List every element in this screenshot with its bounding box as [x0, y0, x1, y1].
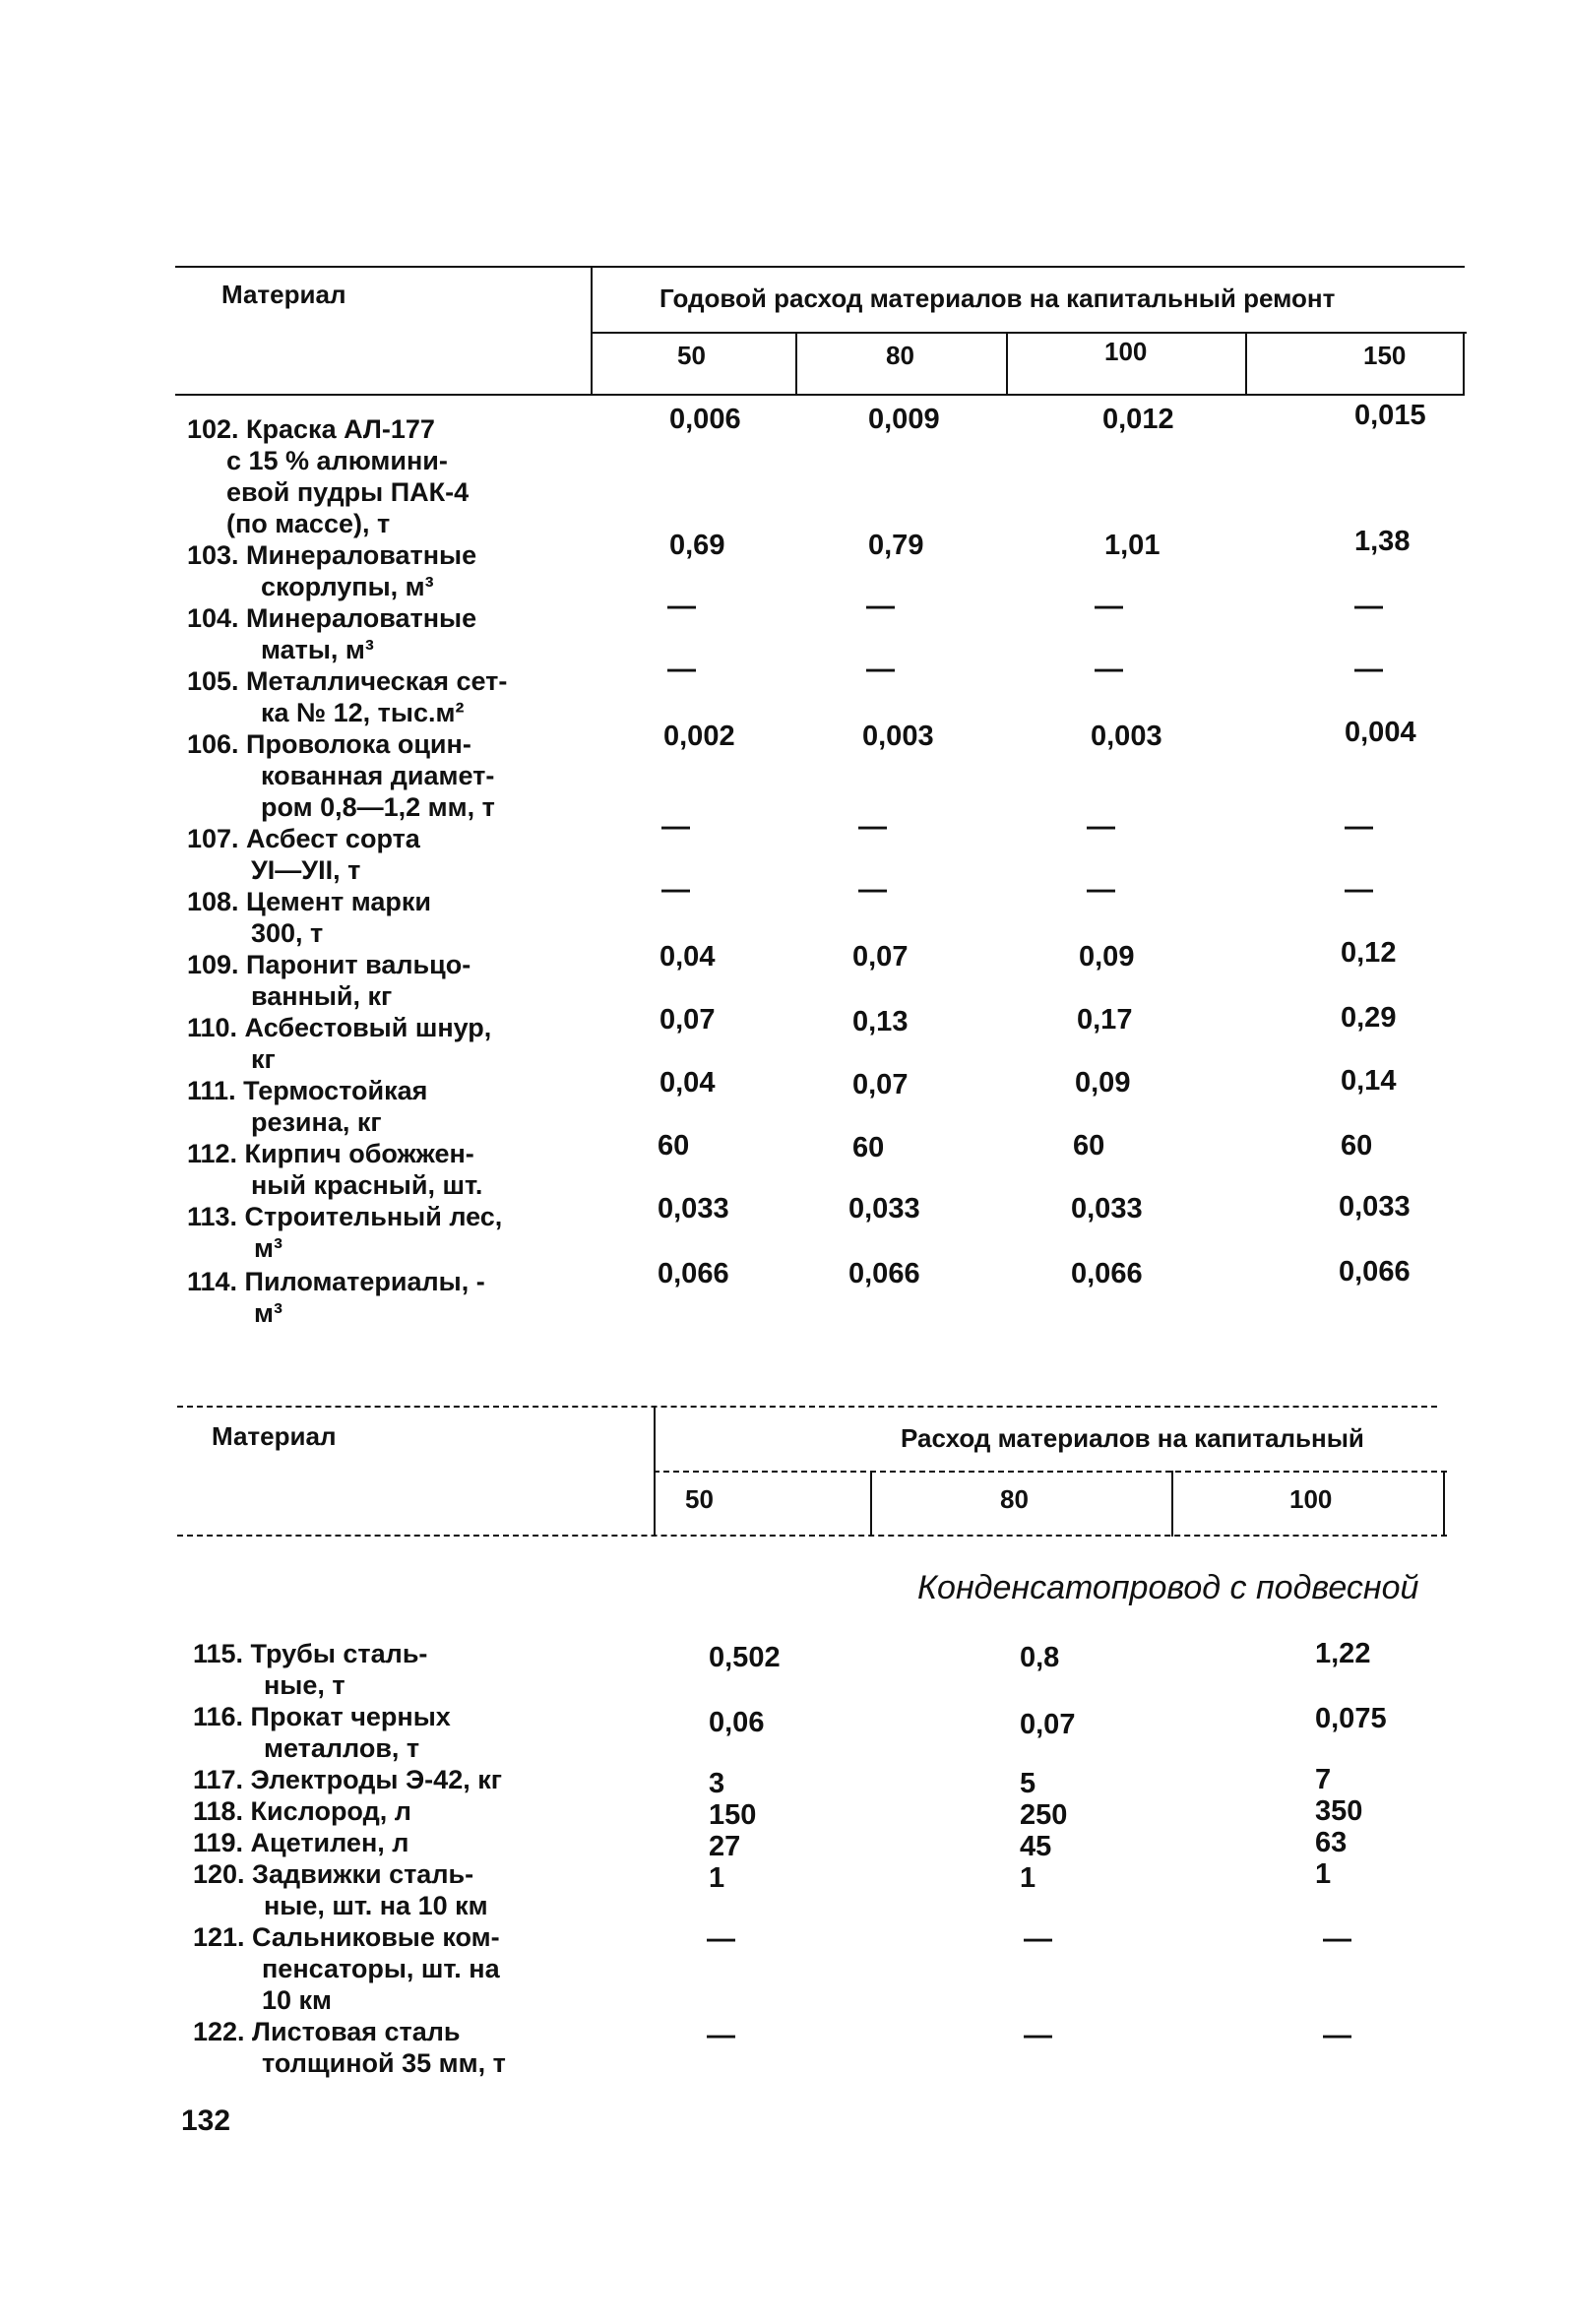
material-label: 107. Асбест сорта [187, 824, 420, 853]
value-cell: — [707, 1923, 735, 1955]
value-cell: 0,13 [852, 1006, 909, 1037]
value-cell: 0,07 [852, 941, 909, 973]
value-cell: 0,006 [669, 404, 741, 435]
material-label: м³ [254, 1298, 282, 1328]
material-label: 106. Проволока оцин- [187, 729, 471, 759]
value-cell: 0,033 [1339, 1191, 1411, 1223]
value-cell: 45 [1020, 1831, 1052, 1862]
table-1-col-header: 100 [1104, 337, 1148, 366]
material-label: 111. Термостойкая [187, 1076, 428, 1105]
value-cell: 0,502 [709, 1642, 781, 1673]
material-label: ка № 12, тыс.м² [261, 698, 465, 727]
value-cell: — [1345, 874, 1373, 906]
value-cell: 150 [709, 1799, 757, 1831]
value-cell: 0,002 [663, 721, 735, 752]
material-label: (по массе), т [226, 509, 391, 538]
table-2-col-header: 100 [1289, 1484, 1333, 1514]
table-1-col-divider [1245, 332, 1247, 396]
value-cell: 0,066 [848, 1258, 920, 1289]
value-cell: 1,22 [1315, 1638, 1371, 1669]
table-2-column-header-rule [654, 1471, 1447, 1473]
value-cell: 0,12 [1341, 937, 1397, 969]
material-label: евой пудры ПАК-4 [226, 477, 470, 507]
value-cell: 0,033 [1071, 1193, 1143, 1225]
value-cell: 63 [1315, 1827, 1348, 1858]
material-label: ный красный, шт. [251, 1170, 483, 1200]
table-1-col-divider [1006, 332, 1008, 396]
value-cell: 7 [1315, 1764, 1332, 1795]
material-label: 109. Паронит вальцо- [187, 950, 471, 979]
table-2-col-header: 80 [1000, 1484, 1029, 1514]
material-label: кованная диамет- [261, 761, 495, 790]
table-1-header-bottom-rule [175, 394, 1465, 396]
material-label: 112. Кирпич обожжен- [187, 1139, 474, 1168]
value-cell: 0,17 [1077, 1004, 1133, 1036]
material-label: 116. Прокат черных [193, 1702, 451, 1731]
table-2-header-bottom-rule [177, 1535, 1447, 1537]
value-cell: 1 [1020, 1862, 1036, 1894]
value-cell: — [707, 2020, 735, 2051]
table-2-col-divider [1171, 1471, 1173, 1537]
table-2-col-header: 50 [685, 1484, 714, 1514]
value-cell: — [866, 654, 895, 685]
value-cell: 5 [1020, 1768, 1036, 1799]
material-label: скорлупы, м³ [261, 572, 434, 601]
material-label: 103. Минераловатные [187, 540, 477, 570]
table-1-span-header: Годовой расход материалов на капитальный ремонт [659, 283, 1336, 313]
value-cell: 0,14 [1341, 1065, 1397, 1097]
value-cell: — [858, 811, 887, 843]
value-cell: 0,04 [659, 941, 716, 973]
table-1-col-header: 50 [677, 341, 706, 370]
value-cell: 0,003 [862, 721, 934, 752]
value-cell: 0,09 [1075, 1067, 1131, 1099]
value-cell: 27 [709, 1831, 741, 1862]
value-cell: 60 [852, 1132, 885, 1163]
value-cell: 0,8 [1020, 1642, 1060, 1673]
value-cell: 0,066 [658, 1258, 729, 1289]
table-1-col-header: 150 [1363, 341, 1407, 370]
value-cell: 0,012 [1102, 404, 1174, 435]
value-cell: 0,033 [848, 1193, 920, 1225]
material-label: 104. Минераловатные [187, 603, 477, 633]
material-label: 114. Пиломатериалы, - [187, 1267, 485, 1296]
value-cell: 0,04 [659, 1067, 716, 1099]
material-label: 110. Асбестовый шнур, [187, 1013, 492, 1042]
value-cell: 0,29 [1341, 1002, 1397, 1034]
table-1-column-header-rule [591, 332, 1467, 334]
material-label: металлов, т [264, 1733, 420, 1763]
table-1-col-header: 80 [886, 341, 914, 370]
value-cell: — [661, 811, 690, 843]
value-cell: 0,09 [1079, 941, 1135, 973]
value-cell: — [1354, 591, 1383, 622]
material-label: кг [251, 1044, 276, 1074]
material-label: пенсаторы, шт. на [262, 1954, 500, 1983]
value-cell: 0,07 [852, 1069, 909, 1100]
value-cell: 350 [1315, 1795, 1363, 1827]
value-cell: — [866, 591, 895, 622]
value-cell: — [1354, 654, 1383, 685]
material-label: ванный, кг [251, 981, 393, 1011]
material-label: толщиной 35 мм, т [262, 2048, 506, 2078]
material-label: 300, т [251, 918, 324, 948]
material-label: 119. Ацетилен, л [193, 1828, 409, 1857]
value-cell: — [1087, 874, 1115, 906]
value-cell: 1,01 [1104, 530, 1161, 561]
value-cell: — [1024, 1923, 1052, 1955]
value-cell: 60 [1341, 1130, 1373, 1162]
value-cell: 60 [1073, 1130, 1105, 1162]
value-cell: 0,015 [1354, 400, 1426, 431]
material-label: 115. Трубы сталь- [193, 1639, 428, 1668]
table-1-header-divider [591, 266, 593, 396]
value-cell: 0,075 [1315, 1703, 1387, 1734]
material-label: резина, кг [251, 1107, 382, 1137]
material-label: 105. Металлическая сет- [187, 666, 508, 696]
material-label: 117. Электроды Э-42, кг [193, 1765, 502, 1794]
table-2-material-header: Материал [212, 1421, 337, 1451]
value-cell: — [1323, 2020, 1351, 2051]
value-cell: 0,79 [868, 530, 924, 561]
value-cell: — [661, 874, 690, 906]
material-label: УI—УII, т [251, 855, 361, 885]
table-2-col-divider [870, 1471, 872, 1537]
value-cell: 0,06 [709, 1707, 765, 1738]
value-cell: 0,009 [868, 404, 940, 435]
value-cell: — [1323, 1923, 1351, 1955]
section-title: Конденсатопровод с подвесной [917, 1569, 1419, 1606]
value-cell: 0,003 [1091, 721, 1162, 752]
material-label: ром 0,8—1,2 мм, т [261, 792, 495, 822]
material-label: м³ [254, 1233, 282, 1263]
value-cell: 0,066 [1339, 1256, 1411, 1288]
material-label: 122. Листовая сталь [193, 2017, 461, 2046]
value-cell: 0,69 [669, 530, 725, 561]
value-cell: — [667, 654, 696, 685]
value-cell: 60 [658, 1130, 690, 1162]
material-label: 108. Цемент марки [187, 887, 432, 916]
value-cell: 1 [1315, 1858, 1332, 1890]
value-cell: 0,07 [659, 1004, 716, 1036]
table-2-top-rule [177, 1406, 1437, 1408]
page-number: 132 [181, 2104, 231, 2137]
material-label: 120. Задвижки сталь- [193, 1859, 474, 1889]
table-1-top-rule [175, 266, 1465, 268]
value-cell: — [1024, 2020, 1052, 2051]
table-2-col-divider [1443, 1471, 1445, 1537]
material-label: 113. Строительный лес, [187, 1202, 503, 1231]
value-cell: — [1087, 811, 1115, 843]
table-1-col-divider [795, 332, 797, 396]
value-cell: 0,07 [1020, 1709, 1076, 1740]
material-label: 102. Краска АЛ-177 [187, 414, 435, 444]
material-label: 118. Кислород, л [193, 1796, 411, 1826]
value-cell: 3 [709, 1768, 725, 1799]
material-label: ные, т [264, 1670, 345, 1700]
value-cell: — [1345, 811, 1373, 843]
value-cell: — [667, 591, 696, 622]
value-cell: 250 [1020, 1799, 1068, 1831]
value-cell: 0,066 [1071, 1258, 1143, 1289]
value-cell: 1,38 [1354, 526, 1411, 557]
value-cell: 0,033 [658, 1193, 729, 1225]
table-1-material-header: Материал [221, 280, 346, 309]
material-label: 10 км [262, 1985, 333, 2015]
value-cell: — [858, 874, 887, 906]
material-label: маты, м³ [261, 635, 374, 664]
material-label: с 15 % алюмини- [226, 446, 448, 475]
material-label: ные, шт. на 10 км [264, 1891, 488, 1920]
material-label: 121. Сальниковые ком- [193, 1922, 500, 1952]
value-cell: — [1095, 591, 1123, 622]
table-2-span-header: Расход материалов на капитальный [901, 1423, 1364, 1453]
table-1-col-divider [1463, 332, 1465, 396]
value-cell: 1 [709, 1862, 725, 1894]
value-cell: 0,004 [1345, 717, 1416, 748]
value-cell: — [1095, 654, 1123, 685]
